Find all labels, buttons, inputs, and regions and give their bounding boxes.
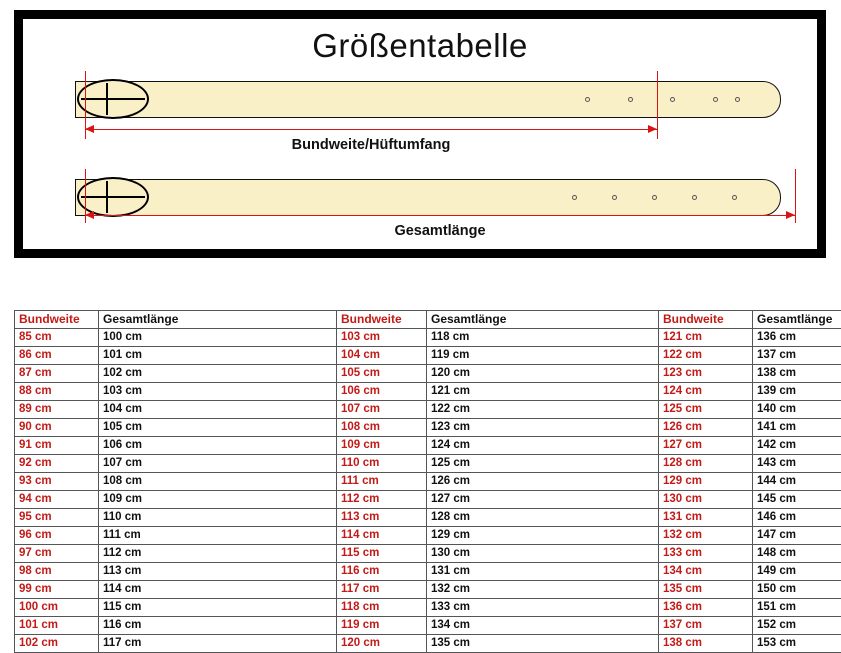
cell-gesamtlaenge: 153 cm [753,635,841,653]
cell-gesamtlaenge: 139 cm [753,383,841,401]
belt-hole [732,195,737,200]
belt-diagram [23,19,817,249]
cell-gesamtlaenge: 130 cm [427,545,659,563]
cell-bundweite: 97 cm [15,545,99,563]
cell-bundweite: 96 cm [15,527,99,545]
buckle-prong-vertical [106,83,108,115]
column-header-gesamtlaenge-2: Gesamtlänge [427,311,659,329]
table-row [15,527,841,545]
cell-gesamtlaenge: 140 cm [753,401,841,419]
table-row [15,545,841,563]
cell-gesamtlaenge: 119 cm [427,347,659,365]
column-header-gesamtlaenge-1: Gesamtlänge [99,311,337,329]
cell-bundweite: 122 cm [659,347,753,365]
cell-bundweite: 106 cm [337,383,427,401]
belt-top-shape [75,81,781,118]
cell-bundweite: 86 cm [15,347,99,365]
buckle-prong-vertical [106,181,108,213]
table-row [15,347,841,365]
buckle-prong-horizontal [81,196,145,198]
table-row [15,473,841,491]
cell-gesamtlaenge: 108 cm [99,473,337,491]
cell-bundweite: 99 cm [15,581,99,599]
cell-gesamtlaenge: 111 cm [99,527,337,545]
column-header-bundweite-1: Bundweite [15,311,99,329]
belt-hole [670,97,675,102]
belt-hole [692,195,697,200]
cell-bundweite: 92 cm [15,455,99,473]
cell-bundweite: 88 cm [15,383,99,401]
cell-bundweite: 121 cm [659,329,753,347]
belt-hole [628,97,633,102]
cell-gesamtlaenge: 138 cm [753,365,841,383]
cell-gesamtlaenge: 107 cm [99,455,337,473]
cell-bundweite: 131 cm [659,509,753,527]
table-row [15,401,841,419]
cell-gesamtlaenge: 106 cm [99,437,337,455]
table-row [15,419,841,437]
table-row [15,491,841,509]
cell-bundweite: 135 cm [659,581,753,599]
cell-gesamtlaenge: 112 cm [99,545,337,563]
cell-bundweite: 104 cm [337,347,427,365]
cell-bundweite: 109 cm [337,437,427,455]
belt-hole [735,97,740,102]
cell-gesamtlaenge: 143 cm [753,455,841,473]
cell-gesamtlaenge: 124 cm [427,437,659,455]
cell-gesamtlaenge: 114 cm [99,581,337,599]
cell-gesamtlaenge: 141 cm [753,419,841,437]
cell-gesamtlaenge: 125 cm [427,455,659,473]
cell-bundweite: 137 cm [659,617,753,635]
cell-gesamtlaenge: 134 cm [427,617,659,635]
measure-tick-right-top [657,71,658,139]
belt-bottom-shape [75,179,781,216]
cell-gesamtlaenge: 145 cm [753,491,841,509]
cell-bundweite: 127 cm [659,437,753,455]
cell-bundweite: 94 cm [15,491,99,509]
buckle-icon-top [77,79,149,119]
cell-gesamtlaenge: 146 cm [753,509,841,527]
column-header-bundweite-3: Bundweite [659,311,753,329]
cell-bundweite: 116 cm [337,563,427,581]
cell-bundweite: 114 cm [337,527,427,545]
cell-bundweite: 124 cm [659,383,753,401]
column-header-gesamtlaenge-3: Gesamtlänge [753,311,841,329]
size-table [14,310,841,653]
cell-bundweite: 120 cm [337,635,427,653]
cell-bundweite: 130 cm [659,491,753,509]
cell-bundweite: 100 cm [15,599,99,617]
cell-bundweite: 129 cm [659,473,753,491]
table-row [15,509,841,527]
cell-gesamtlaenge: 149 cm [753,563,841,581]
cell-gesamtlaenge: 142 cm [753,437,841,455]
cell-bundweite: 125 cm [659,401,753,419]
cell-bundweite: 102 cm [15,635,99,653]
cell-bundweite: 93 cm [15,473,99,491]
cell-gesamtlaenge: 150 cm [753,581,841,599]
cell-gesamtlaenge: 120 cm [427,365,659,383]
cell-gesamtlaenge: 105 cm [99,419,337,437]
cell-bundweite: 126 cm [659,419,753,437]
measure-label-waist: Bundweite/Hüftumfang [85,137,657,153]
cell-bundweite: 103 cm [337,329,427,347]
table-row [15,365,841,383]
cell-gesamtlaenge: 103 cm [99,383,337,401]
table-row [15,383,841,401]
belt-diagram-panel [14,10,826,258]
table-row [15,635,841,653]
cell-gesamtlaenge: 151 cm [753,599,841,617]
cell-gesamtlaenge: 104 cm [99,401,337,419]
cell-bundweite: 133 cm [659,545,753,563]
cell-bundweite: 132 cm [659,527,753,545]
cell-bundweite: 101 cm [15,617,99,635]
cell-gesamtlaenge: 131 cm [427,563,659,581]
table-row [15,455,841,473]
cell-bundweite: 87 cm [15,365,99,383]
cell-bundweite: 90 cm [15,419,99,437]
cell-bundweite: 105 cm [337,365,427,383]
cell-gesamtlaenge: 148 cm [753,545,841,563]
cell-bundweite: 89 cm [15,401,99,419]
belt-hole [713,97,718,102]
cell-bundweite: 110 cm [337,455,427,473]
cell-gesamtlaenge: 115 cm [99,599,337,617]
cell-bundweite: 136 cm [659,599,753,617]
cell-gesamtlaenge: 135 cm [427,635,659,653]
cell-bundweite: 138 cm [659,635,753,653]
cell-gesamtlaenge: 129 cm [427,527,659,545]
measure-label-total-length: Gesamtlänge [85,223,795,239]
cell-bundweite: 91 cm [15,437,99,455]
cell-gesamtlaenge: 116 cm [99,617,337,635]
cell-bundweite: 85 cm [15,329,99,347]
belt-hole [612,195,617,200]
cell-gesamtlaenge: 144 cm [753,473,841,491]
cell-gesamtlaenge: 127 cm [427,491,659,509]
belt-hole [572,195,577,200]
cell-gesamtlaenge: 128 cm [427,509,659,527]
measure-arrow-total-length [85,215,795,216]
cell-gesamtlaenge: 118 cm [427,329,659,347]
page-title: Größentabelle [23,27,817,65]
cell-gesamtlaenge: 110 cm [99,509,337,527]
cell-gesamtlaenge: 101 cm [99,347,337,365]
cell-gesamtlaenge: 133 cm [427,599,659,617]
cell-gesamtlaenge: 152 cm [753,617,841,635]
table-row [15,437,841,455]
cell-gesamtlaenge: 123 cm [427,419,659,437]
cell-bundweite: 111 cm [337,473,427,491]
cell-gesamtlaenge: 122 cm [427,401,659,419]
cell-bundweite: 128 cm [659,455,753,473]
cell-bundweite: 123 cm [659,365,753,383]
cell-gesamtlaenge: 109 cm [99,491,337,509]
cell-gesamtlaenge: 113 cm [99,563,337,581]
cell-bundweite: 112 cm [337,491,427,509]
cell-bundweite: 98 cm [15,563,99,581]
cell-gesamtlaenge: 121 cm [427,383,659,401]
table-row [15,329,841,347]
cell-gesamtlaenge: 136 cm [753,329,841,347]
cell-gesamtlaenge: 147 cm [753,527,841,545]
belt-hole [585,97,590,102]
table-row [15,599,841,617]
cell-bundweite: 134 cm [659,563,753,581]
cell-bundweite: 117 cm [337,581,427,599]
table-row [15,617,841,635]
cell-bundweite: 107 cm [337,401,427,419]
cell-bundweite: 115 cm [337,545,427,563]
cell-gesamtlaenge: 137 cm [753,347,841,365]
belt-hole [652,195,657,200]
cell-bundweite: 95 cm [15,509,99,527]
cell-bundweite: 108 cm [337,419,427,437]
cell-gesamtlaenge: 126 cm [427,473,659,491]
cell-bundweite: 118 cm [337,599,427,617]
cell-bundweite: 119 cm [337,617,427,635]
measure-arrow-waist [85,129,657,130]
cell-gesamtlaenge: 102 cm [99,365,337,383]
buckle-prong-horizontal [81,98,145,100]
table-header-row [15,311,841,329]
table-row [15,581,841,599]
column-header-bundweite-2: Bundweite [337,311,427,329]
cell-gesamtlaenge: 100 cm [99,329,337,347]
cell-gesamtlaenge: 117 cm [99,635,337,653]
measure-tick-right-bottom [795,169,796,223]
table-body [15,329,841,653]
cell-bundweite: 113 cm [337,509,427,527]
cell-gesamtlaenge: 132 cm [427,581,659,599]
